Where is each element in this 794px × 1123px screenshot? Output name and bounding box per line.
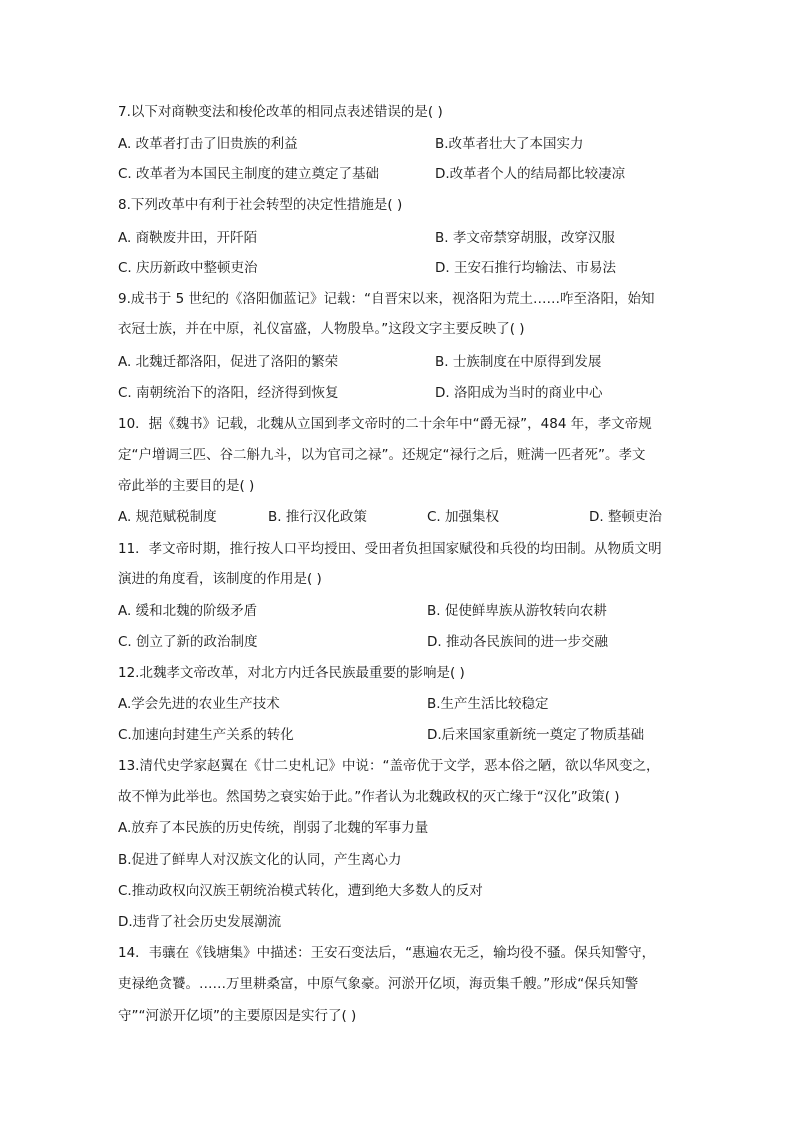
question-8-option-d: D. 王安石推行均输法、市易法 [435, 260, 616, 276]
question-9-stem-line-1: 9.成书于 5 世纪的《洛阳伽蓝记》记载：“自晋宋以来，视洛阳为荒土……咋至洛阳，始知 [118, 291, 655, 307]
question-8-option-b: B. 孝文帝禁穿胡服，改穿汉服 [435, 230, 615, 246]
question-11-stem-line-1: 11．孝文帝时期，推行按人口平均授田、受田者负担国家赋役和兵役的均田制。从物质文明 [118, 541, 662, 557]
question-10-stem-line-2: 定“户增调三匹、谷二斛九斗，以为官司之禄”。还规定“禄行之后，赃满一匹者死”。孝文 [118, 447, 646, 463]
question-10-option-d: D. 整顿吏治 [589, 509, 662, 525]
question-13-stem-line-1: 13.清代史学家赵翼在《廿二史札记》中说：“盖帝优于文学，恶本俗之陋，欲以华风变之， [118, 758, 660, 774]
question-11-option-b: B. 促使鲜卑族从游牧转向农耕 [427, 603, 607, 619]
question-11-option-a: A. 缓和北魏的阶级矛盾 [118, 603, 258, 619]
question-9-stem-line-2: 衣冠士族，并在中原，礼仪富盛，人物殷阜。”这段文字主要反映了( ) [118, 321, 525, 337]
question-9-option-d: D. 洛阳成为当时的商业中心 [435, 385, 603, 401]
question-13-option-a: A.放弃了本民族的历史传统，削弱了北魏的军事力量 [118, 820, 429, 836]
question-7-option-d: D.改革者个人的结局都比较凄凉 [435, 166, 626, 182]
question-7-option-b: B.改革者壮大了本国实力 [435, 136, 584, 152]
question-11-stem-line-2: 演进的角度看，该制度的作用是( ) [118, 571, 322, 587]
question-9-option-b: B. 士族制度在中原得到发展 [435, 354, 602, 370]
question-10-option-b: B. 推行汉化政策 [268, 509, 367, 525]
question-7-option-c: C. 改革者为本国民主制度的建立奠定了基础 [118, 166, 380, 182]
question-7-option-a: A. 改革者打击了旧贵族的利益 [118, 136, 298, 152]
question-10-stem-line-1: 10．据《魏书》记载，北魏从立国到孝文帝时的二十余年中“爵无禄”，484 年，孝文帝规 [118, 416, 652, 432]
question-9-option-a: A. 北魏迁都洛阳，促进了洛阳的繁荣 [118, 354, 339, 370]
question-12-option-d: D.后来国家重新统一奠定了物质基础 [427, 727, 645, 743]
question-7-stem: 7.以下对商鞅变法和梭伦改革的相同点表述错误的是( ) [118, 104, 443, 120]
question-14-stem-line-3: 守”“河淤开亿顷”的主要原因是实行了( ) [118, 1008, 357, 1024]
question-11-option-d: D. 推动各民族间的进一步交融 [427, 634, 608, 650]
question-10-option-c: C. 加强集权 [427, 509, 500, 525]
question-13-option-d: D.违背了社会历史发展潮流 [118, 914, 282, 930]
question-13-option-b: B.促进了鲜卑人对汉族文化的认同，产生离心力 [118, 852, 402, 868]
question-12-stem: 12.北魏孝文帝改革，对北方内迁各民族最重要的影响是( ) [118, 665, 465, 681]
question-8-option-c: C. 庆历新政中整顿吏治 [118, 260, 258, 276]
question-12-option-a: A.学会先进的农业生产技术 [118, 696, 280, 712]
question-11-option-c: C. 创立了新的政治制度 [118, 634, 258, 650]
question-12-option-c: C.加速向封建生产关系的转化 [118, 727, 294, 743]
question-14-stem-line-1: 14．韦骧在《钱塘集》中描述：王安石变法后，“惠遍农无乏，输均役不骚。保兵知警守， [118, 945, 656, 961]
question-8-stem: 8.下列改革中有利于社会转型的决定性措施是( ) [118, 197, 403, 213]
question-9-option-c: C. 南朝统治下的洛阳，经济得到恢复 [118, 385, 339, 401]
question-14-stem-line-2: 吏禄绝贪饕。……万里耕桑富，中原气象豪。河淤开亿顷，海贡集千艘。”形成“保兵知警 [118, 976, 639, 992]
question-12-option-b: B.生产生活比较稳定 [427, 696, 549, 712]
question-10-option-a: A. 规范赋税制度 [118, 509, 217, 525]
question-13-stem-line-2: 故不惮为此举也。然国势之衰实始于此。”作者认为北魏政权的灭亡缘于“汉化”政策( ) [118, 789, 620, 805]
question-10-stem-line-3: 帝此举的主要目的是( ) [118, 478, 255, 494]
question-8-option-a: A. 商鞅废井田，开阡陌 [118, 230, 258, 246]
question-13-option-c: C.推动政权向汉族王朝统治模式转化，遭到绝大多数人的反对 [118, 883, 483, 899]
